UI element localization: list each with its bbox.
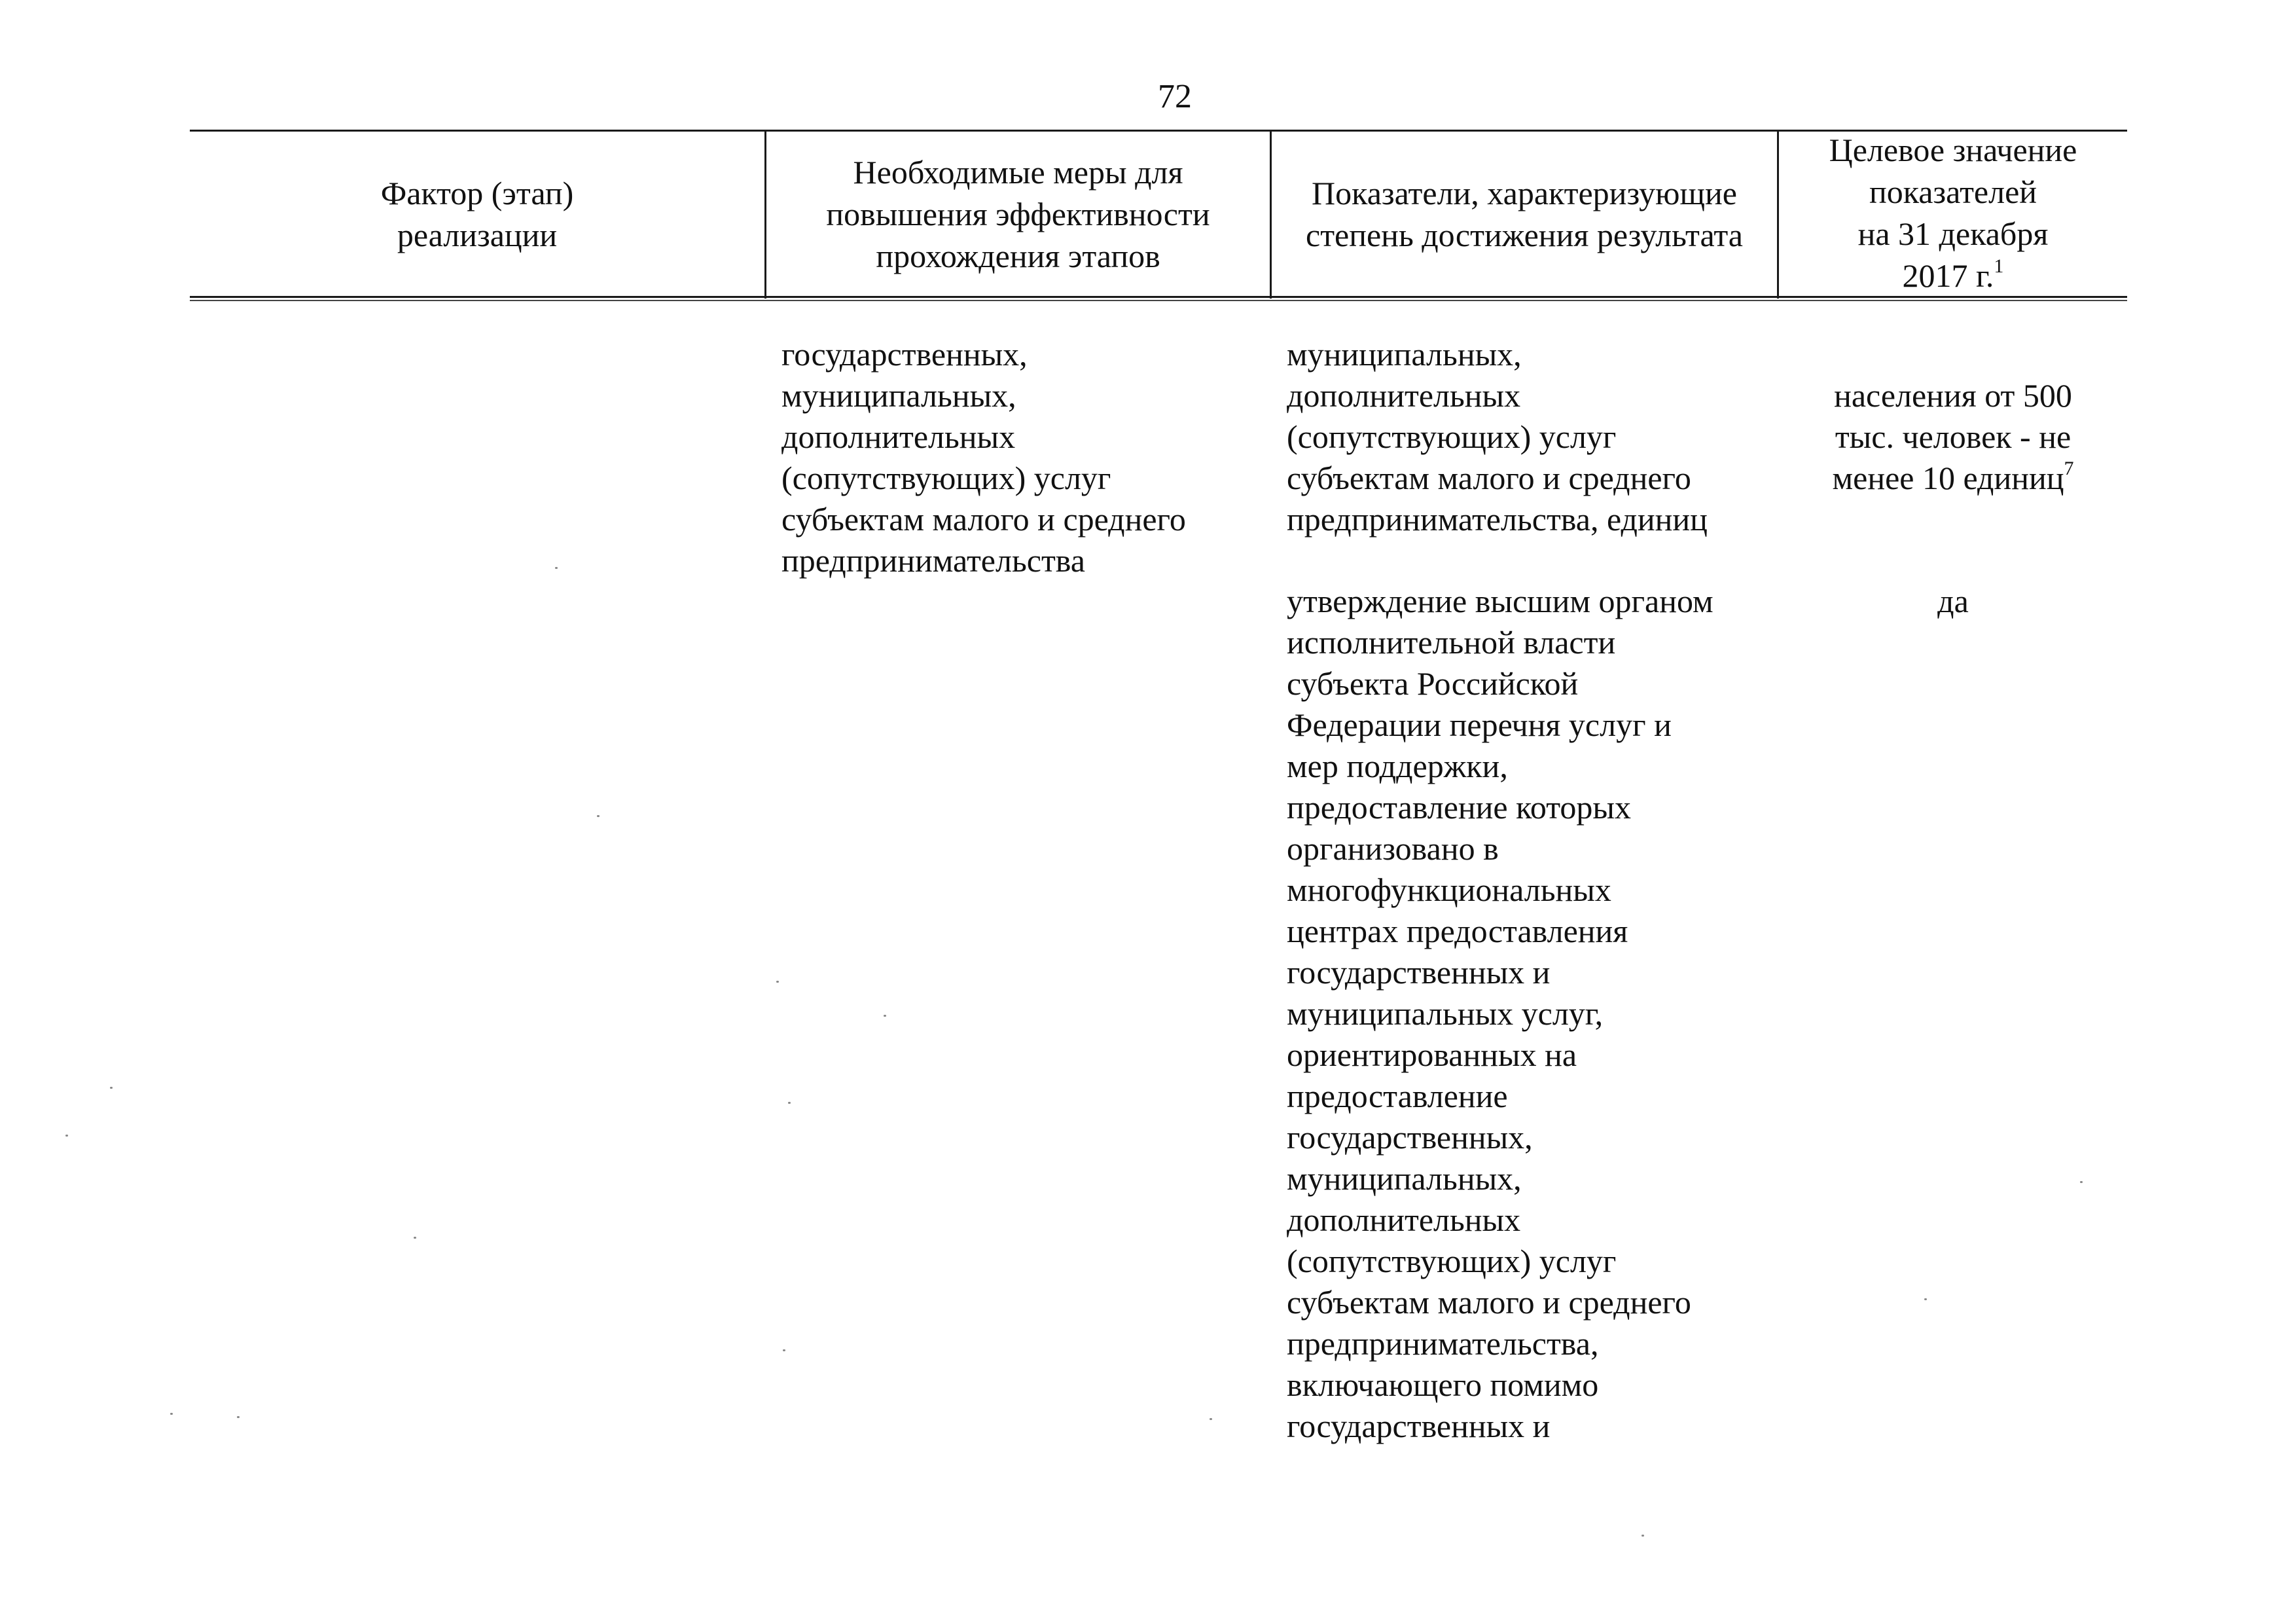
header-target-footnote: 1 xyxy=(1994,255,2004,277)
scan-speck xyxy=(65,1135,68,1137)
scan-speck xyxy=(1641,1535,1644,1537)
row1-target-text: населения от 500 тыс. человек - не менее 10 единиц xyxy=(1832,377,2072,496)
row1-indicator: муниципальных, дополнительных (сопутствующих) услуг субъектам малого и среднего предпринимательства, единиц xyxy=(1287,336,1708,538)
scan-speck xyxy=(776,981,779,983)
scan-speck xyxy=(1924,1298,1927,1300)
scan-speck xyxy=(783,1349,785,1351)
header-factor-text: Фактор (этап) реализации xyxy=(380,174,574,253)
scan-speck xyxy=(170,1413,173,1415)
page-number: 72 xyxy=(1158,78,1192,115)
scan-speck xyxy=(555,567,558,569)
scan-speck xyxy=(2080,1181,2083,1183)
table-header-bottom-border-double xyxy=(190,300,2127,301)
scan-speck xyxy=(237,1416,240,1418)
row1-measures: государственных, муниципальных, дополнительных (сопутствующих) услуг субъектам малого и среднего предпринимательства xyxy=(781,336,1186,579)
scan-speck xyxy=(788,1102,791,1104)
scan-speck xyxy=(110,1087,113,1089)
header-measures-text: Необходимые меры для повышения эффективности прохождения этапов xyxy=(826,153,1210,274)
header-measures xyxy=(766,132,1270,296)
header-indicators-text: Показатели, характеризующие степень достижения результата xyxy=(1306,174,1743,253)
header-target xyxy=(1779,130,2127,296)
scan-speck xyxy=(1210,1418,1212,1420)
scan-speck xyxy=(597,815,600,817)
header-target-text: Целевое значение показателей на 31 декабря 2017 г. xyxy=(1829,132,2077,294)
row1-target-footnote: 7 xyxy=(2064,458,2074,479)
header-indicators xyxy=(1272,132,1777,296)
scan-speck xyxy=(414,1237,416,1239)
scan-speck xyxy=(884,1015,886,1017)
row2-target: да xyxy=(1937,583,1969,619)
row1-target xyxy=(1779,334,2127,499)
row2-indicator: утверждение высшим органом исполнительной власти субъекта Российской Федерации перечня услуг и мер поддержки, предоставление которых организовано в многофункциональных центрах предоставления государственных и муниципальных услуг, ориентированных на предоставление государственных, муниципальных, дополнительных (сопутствующих) услуг субъектам малого и среднего предпринимательства, включающего помимо государственных и xyxy=(1287,583,1713,1444)
header-factor xyxy=(190,132,764,296)
